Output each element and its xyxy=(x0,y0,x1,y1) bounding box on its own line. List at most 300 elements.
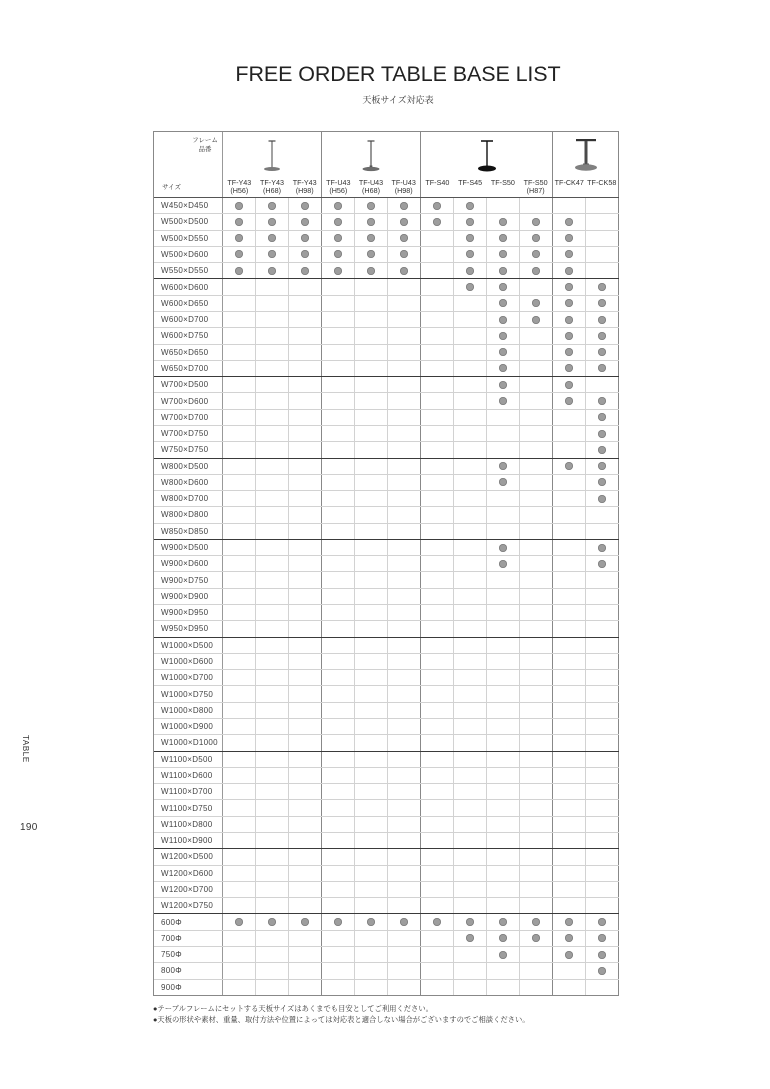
size-label: W800×D600 xyxy=(154,475,223,490)
table-row xyxy=(154,312,619,328)
compatible-mark xyxy=(565,218,573,226)
compatible-mark xyxy=(532,316,540,324)
mark-cell xyxy=(421,849,454,864)
table-row xyxy=(154,963,619,979)
compatible-mark xyxy=(466,283,474,291)
size-label: W900×D600 xyxy=(154,556,223,571)
mark-cell xyxy=(454,507,487,522)
mark-cell xyxy=(322,931,355,946)
mark-cell xyxy=(454,231,487,246)
mark-cell xyxy=(586,540,619,555)
table-row xyxy=(154,475,619,491)
frame-group-header xyxy=(553,132,619,197)
mark-cell xyxy=(520,898,553,913)
mark-cell xyxy=(520,686,553,701)
mark-cell xyxy=(322,328,355,343)
mark-cell xyxy=(586,345,619,360)
mark-cell xyxy=(553,898,586,913)
mark-cell xyxy=(520,768,553,783)
compatible-mark xyxy=(565,348,573,356)
mark-cell xyxy=(421,752,454,767)
mark-cell xyxy=(586,800,619,815)
mark-cell xyxy=(454,442,487,457)
mark-cell xyxy=(388,345,421,360)
table-row xyxy=(154,345,619,361)
table-row xyxy=(154,605,619,621)
mark-cell xyxy=(322,393,355,408)
table-row xyxy=(154,670,619,686)
mark-cell xyxy=(388,426,421,441)
mark-cell xyxy=(487,800,520,815)
column-name: TF-CK58 xyxy=(587,178,617,187)
mark-cell xyxy=(421,231,454,246)
mark-cell xyxy=(355,410,388,425)
mark-cell xyxy=(289,833,322,848)
mark-cell xyxy=(520,914,553,929)
mark-cell xyxy=(322,833,355,848)
size-label: W550×D550 xyxy=(154,263,223,278)
mark-cell xyxy=(322,491,355,506)
mark-cell xyxy=(388,361,421,376)
compatible-mark xyxy=(598,934,606,942)
mark-cell xyxy=(355,931,388,946)
mark-cell xyxy=(454,931,487,946)
compatible-mark xyxy=(499,462,507,470)
mark-cell xyxy=(553,735,586,750)
mark-cell xyxy=(388,638,421,653)
mark-cell xyxy=(553,426,586,441)
mark-cell xyxy=(520,279,553,294)
column-header xyxy=(487,179,520,195)
mark-cell xyxy=(256,931,289,946)
mark-cell xyxy=(388,296,421,311)
frame-group-headers xyxy=(223,132,619,197)
mark-cell xyxy=(256,849,289,864)
mark-cell xyxy=(586,393,619,408)
mark-cell xyxy=(553,589,586,604)
mark-cell xyxy=(520,589,553,604)
mark-cell xyxy=(487,556,520,571)
mark-cell xyxy=(355,703,388,718)
size-label: W1000×D1000 xyxy=(154,735,223,750)
mark-cell xyxy=(223,475,256,490)
size-label: W1100×D800 xyxy=(154,817,223,832)
mark-cell xyxy=(553,784,586,799)
compatible-mark xyxy=(565,283,573,291)
compatible-mark xyxy=(499,934,507,942)
mark-cell xyxy=(289,442,322,457)
size-label: W600×D600 xyxy=(154,279,223,294)
column-name: TF-Y43 xyxy=(292,178,317,187)
mark-cell xyxy=(487,475,520,490)
mark-cell xyxy=(355,442,388,457)
mark-cell xyxy=(355,540,388,555)
compatibility-table xyxy=(153,131,619,996)
mark-cell xyxy=(289,393,322,408)
mark-cell xyxy=(322,849,355,864)
table-row xyxy=(154,426,619,442)
mark-cell xyxy=(388,817,421,832)
mark-cell xyxy=(421,621,454,636)
mark-cell xyxy=(421,361,454,376)
mark-cell xyxy=(355,605,388,620)
mark-cell xyxy=(487,947,520,962)
column-header xyxy=(553,179,586,187)
mark-cell xyxy=(256,410,289,425)
mark-cell xyxy=(322,866,355,881)
mark-cell xyxy=(454,214,487,229)
mark-cell xyxy=(421,393,454,408)
compatible-mark xyxy=(565,918,573,926)
mark-cell xyxy=(388,849,421,864)
mark-cell xyxy=(454,849,487,864)
table-row xyxy=(154,638,619,654)
mark-cell xyxy=(223,800,256,815)
column-height: (H56) xyxy=(230,186,249,195)
table-row xyxy=(154,866,619,882)
mark-cell xyxy=(421,410,454,425)
mark-cell xyxy=(223,198,256,213)
mark-cell xyxy=(553,817,586,832)
size-label: W450×D450 xyxy=(154,198,223,213)
mark-cell xyxy=(553,459,586,474)
mark-cell xyxy=(256,621,289,636)
mark-cell xyxy=(388,980,421,995)
mark-cell xyxy=(586,279,619,294)
compatible-mark xyxy=(532,299,540,307)
compatible-mark xyxy=(235,202,243,210)
mark-cell xyxy=(355,263,388,278)
mark-cell xyxy=(289,312,322,327)
table-row xyxy=(154,589,619,605)
mark-cell xyxy=(289,638,322,653)
mark-cell xyxy=(388,247,421,262)
compatible-mark xyxy=(532,250,540,258)
mark-cell xyxy=(388,882,421,897)
mark-cell xyxy=(355,247,388,262)
compatible-mark xyxy=(499,397,507,405)
mark-cell xyxy=(487,507,520,522)
table-row xyxy=(154,914,619,930)
mark-cell xyxy=(388,686,421,701)
compatible-mark xyxy=(499,332,507,340)
mark-cell xyxy=(553,833,586,848)
size-label: W600×D700 xyxy=(154,312,223,327)
mark-cell xyxy=(421,817,454,832)
mark-cell xyxy=(256,393,289,408)
page-title: FREE ORDER TABLE BASE LIST xyxy=(235,62,561,86)
mark-cell xyxy=(256,833,289,848)
table-row xyxy=(154,247,619,263)
mark-cell xyxy=(256,442,289,457)
mark-cell xyxy=(520,263,553,278)
mark-cell xyxy=(421,491,454,506)
mark-cell xyxy=(322,296,355,311)
mark-cell xyxy=(355,507,388,522)
size-label: W500×D500 xyxy=(154,214,223,229)
mark-cell xyxy=(289,931,322,946)
mark-cell xyxy=(289,491,322,506)
compatible-mark xyxy=(565,234,573,242)
mark-cell xyxy=(454,703,487,718)
mark-cell xyxy=(223,279,256,294)
compatible-mark xyxy=(466,934,474,942)
mark-cell xyxy=(421,524,454,539)
compatible-mark xyxy=(400,918,408,926)
mark-cell xyxy=(322,507,355,522)
mark-cell xyxy=(223,947,256,962)
mark-cell xyxy=(355,686,388,701)
mark-cell xyxy=(289,296,322,311)
compatible-mark xyxy=(499,560,507,568)
mark-cell xyxy=(454,686,487,701)
mark-cell xyxy=(355,670,388,685)
mark-cell xyxy=(322,719,355,734)
mark-cell xyxy=(454,361,487,376)
compatible-mark xyxy=(532,234,540,242)
mark-cell xyxy=(586,491,619,506)
mark-cell xyxy=(454,540,487,555)
mark-cell xyxy=(289,214,322,229)
compatible-mark xyxy=(565,951,573,959)
compatible-mark xyxy=(565,381,573,389)
mark-cell xyxy=(223,231,256,246)
compatible-mark xyxy=(367,918,375,926)
mark-cell xyxy=(553,524,586,539)
mark-cell xyxy=(421,556,454,571)
compatible-mark xyxy=(466,250,474,258)
mark-cell xyxy=(586,882,619,897)
size-label: W1100×D900 xyxy=(154,833,223,848)
mark-cell xyxy=(256,507,289,522)
mark-cell xyxy=(289,377,322,392)
column-labels xyxy=(553,179,618,187)
table-row xyxy=(154,442,619,458)
mark-cell xyxy=(553,328,586,343)
compatible-mark xyxy=(499,316,507,324)
mark-cell xyxy=(487,817,520,832)
compatible-mark xyxy=(466,202,474,210)
mark-cell xyxy=(586,589,619,604)
mark-cell xyxy=(520,931,553,946)
mark-cell xyxy=(388,328,421,343)
mark-cell xyxy=(289,752,322,767)
mark-cell xyxy=(223,328,256,343)
mark-cell xyxy=(487,247,520,262)
mark-cell xyxy=(487,735,520,750)
compatible-mark xyxy=(598,299,606,307)
mark-cell xyxy=(421,214,454,229)
mark-cell xyxy=(553,540,586,555)
mark-cell xyxy=(454,621,487,636)
compatible-mark xyxy=(499,218,507,226)
mark-cell xyxy=(223,540,256,555)
compatible-mark xyxy=(598,348,606,356)
column-header xyxy=(387,179,420,195)
mark-cell xyxy=(487,198,520,213)
mark-cell xyxy=(553,931,586,946)
mark-cell xyxy=(223,621,256,636)
footnote: ●天板の形状や素材、重量、取付方法や位置によっては対応表と適合しない場合がございますのでご相談ください。 xyxy=(153,1015,530,1024)
size-label: W1200×D600 xyxy=(154,866,223,881)
table-row xyxy=(154,980,619,996)
compatible-mark xyxy=(268,218,276,226)
mark-cell xyxy=(388,410,421,425)
mark-cell xyxy=(586,866,619,881)
mark-cell xyxy=(223,410,256,425)
table-row xyxy=(154,654,619,670)
mark-cell xyxy=(553,198,586,213)
mark-cell xyxy=(355,361,388,376)
compatible-mark xyxy=(598,332,606,340)
mark-cell xyxy=(586,312,619,327)
compatible-mark xyxy=(499,234,507,242)
size-label: 700Φ xyxy=(154,931,223,946)
mark-cell xyxy=(322,231,355,246)
mark-cell xyxy=(586,833,619,848)
mark-cell xyxy=(388,931,421,946)
mark-cell xyxy=(421,963,454,978)
column-labels xyxy=(223,179,321,195)
table-row xyxy=(154,703,619,719)
mark-cell xyxy=(223,605,256,620)
mark-cell xyxy=(553,345,586,360)
table-row xyxy=(154,524,619,540)
mark-cell xyxy=(355,735,388,750)
mark-cell xyxy=(487,426,520,441)
table-row xyxy=(154,263,619,279)
mark-cell xyxy=(223,312,256,327)
mark-cell xyxy=(487,980,520,995)
table-row xyxy=(154,768,619,784)
mark-cell xyxy=(289,231,322,246)
table-row xyxy=(154,556,619,572)
mark-cell xyxy=(586,931,619,946)
column-labels xyxy=(322,179,420,195)
size-label: W1000×D500 xyxy=(154,638,223,653)
size-label: W700×D700 xyxy=(154,410,223,425)
mark-cell xyxy=(520,866,553,881)
column-header xyxy=(355,179,388,195)
mark-cell xyxy=(355,621,388,636)
mark-cell xyxy=(322,947,355,962)
size-label: W1200×D700 xyxy=(154,882,223,897)
mark-cell xyxy=(355,524,388,539)
mark-cell xyxy=(289,686,322,701)
mark-cell xyxy=(289,507,322,522)
mark-cell xyxy=(454,459,487,474)
mark-cell xyxy=(289,963,322,978)
mark-cell xyxy=(586,507,619,522)
frame-group-header xyxy=(322,132,421,197)
mark-cell xyxy=(553,686,586,701)
mark-cell xyxy=(322,345,355,360)
compatible-mark xyxy=(565,250,573,258)
compatible-mark xyxy=(466,234,474,242)
mark-cell xyxy=(553,312,586,327)
mark-cell xyxy=(586,947,619,962)
table-row xyxy=(154,686,619,702)
mark-cell xyxy=(586,556,619,571)
mark-cell xyxy=(553,800,586,815)
table-row xyxy=(154,833,619,849)
mark-cell xyxy=(256,703,289,718)
mark-cell xyxy=(487,866,520,881)
tf-u43-base-icon xyxy=(358,137,384,173)
size-label: W1000×D900 xyxy=(154,719,223,734)
mark-cell xyxy=(586,898,619,913)
compatible-mark xyxy=(268,250,276,258)
mark-cell xyxy=(487,328,520,343)
mark-cell xyxy=(388,621,421,636)
size-label: W700×D500 xyxy=(154,377,223,392)
mark-cell xyxy=(289,198,322,213)
mark-cell xyxy=(355,963,388,978)
mark-cell xyxy=(421,703,454,718)
mark-cell xyxy=(586,605,619,620)
mark-cell xyxy=(586,247,619,262)
mark-cell xyxy=(355,231,388,246)
mark-cell xyxy=(421,426,454,441)
mark-cell xyxy=(355,654,388,669)
size-caption: サイズ xyxy=(162,184,181,191)
mark-cell xyxy=(454,312,487,327)
size-label: W600×D750 xyxy=(154,328,223,343)
mark-cell xyxy=(487,345,520,360)
mark-cell xyxy=(586,328,619,343)
compatible-mark xyxy=(598,462,606,470)
mark-cell xyxy=(586,475,619,490)
mark-cell xyxy=(454,296,487,311)
compatible-mark xyxy=(367,267,375,275)
mark-cell xyxy=(388,198,421,213)
table-row xyxy=(154,540,619,556)
mark-cell xyxy=(289,459,322,474)
compatible-mark xyxy=(565,397,573,405)
mark-cell xyxy=(520,963,553,978)
mark-cell xyxy=(223,833,256,848)
mark-cell xyxy=(388,459,421,474)
mark-cell xyxy=(289,654,322,669)
footnotes xyxy=(153,1003,623,1025)
mark-cell xyxy=(553,393,586,408)
mark-cell xyxy=(388,735,421,750)
mark-cell xyxy=(487,296,520,311)
size-label: W750×D750 xyxy=(154,442,223,457)
compatible-mark xyxy=(301,918,309,926)
mark-cell xyxy=(289,670,322,685)
column-height: (H56) xyxy=(329,186,348,195)
mark-cell xyxy=(289,524,322,539)
mark-cell xyxy=(289,898,322,913)
mark-cell xyxy=(487,768,520,783)
mark-cell xyxy=(256,980,289,995)
mark-cell xyxy=(454,572,487,587)
table-row xyxy=(154,279,619,295)
column-header xyxy=(256,179,289,195)
mark-cell xyxy=(388,947,421,962)
mark-cell xyxy=(256,768,289,783)
mark-cell xyxy=(256,312,289,327)
mark-cell xyxy=(487,524,520,539)
table-row xyxy=(154,214,619,230)
mark-cell xyxy=(487,833,520,848)
size-label: W900×D750 xyxy=(154,572,223,587)
mark-cell xyxy=(421,784,454,799)
mark-cell xyxy=(553,719,586,734)
mark-cell xyxy=(454,866,487,881)
compatible-mark xyxy=(433,918,441,926)
